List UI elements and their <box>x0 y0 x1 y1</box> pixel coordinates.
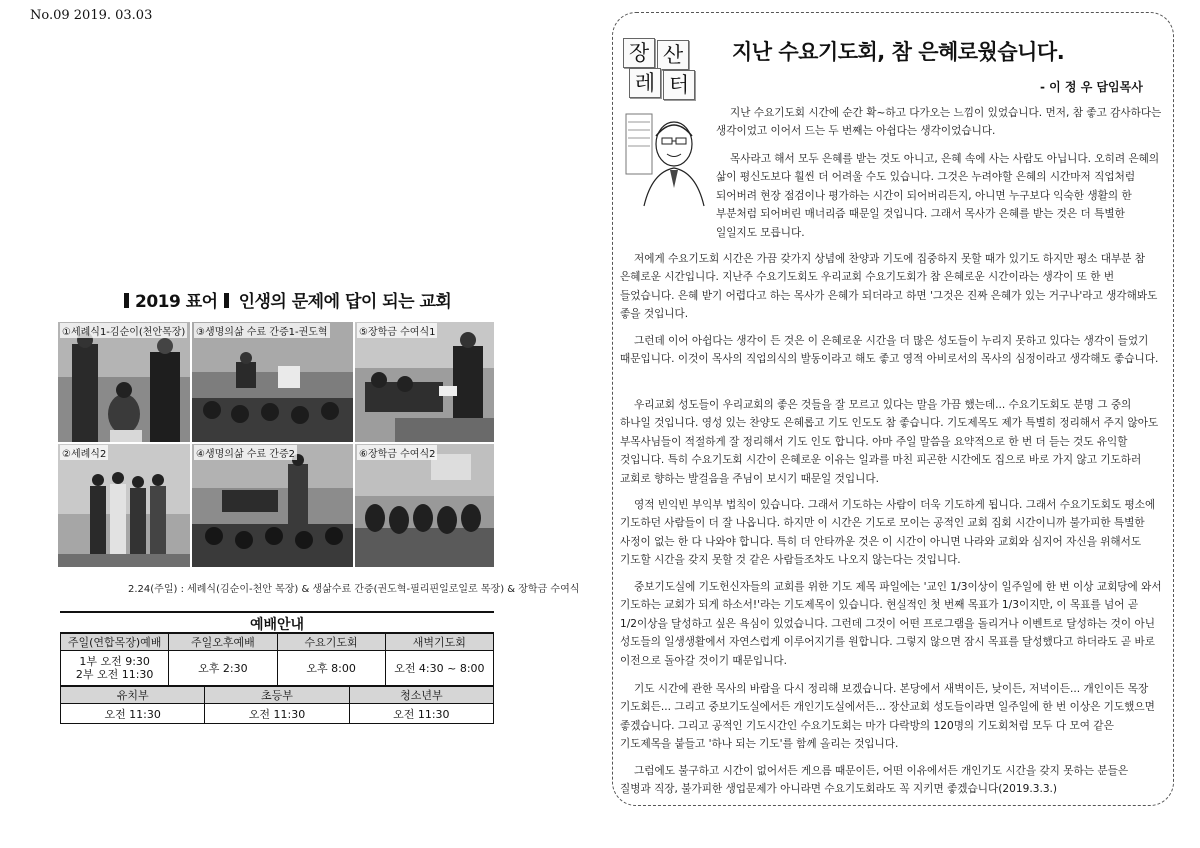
photo-baptism-1 <box>58 322 190 442</box>
motto-year: 2019 표어 <box>135 292 218 312</box>
logo-tile-4: 터 <box>663 70 695 100</box>
header-youth: 청소년부 <box>349 687 493 704</box>
photo-caption-5: ⑤장학금 수여식1 <box>357 323 437 338</box>
photo-caption-1: ①세례식1-김순이(천안목장) <box>60 323 187 338</box>
letter-paragraph-8: 기도 시간에 관한 목사의 바람을 다시 정리해 보겠습니다. 본당에서 새벽이든, 낮이든, 저녁이든... 개인이든 목장 기도회든... 그리고 중보기도실에서든 개인기도실에서든... 장산교회 성도들이라면 일주일에 한 번 이상은 기도했으면 좋겠습니다. 그리고 공적인 기도시간인 수요기도회는 마가 다락방의 120명의 기도회처럼 모두 다 모여 같은 기도제목을 붙들고 '하나 되는 기도'를 함께 올리는 것입니다. <box>620 683 1155 751</box>
worship-schedule <box>60 611 494 724</box>
letter-author: - 이 정 우 담임목사 <box>1040 80 1143 94</box>
sunday-service-times <box>61 651 169 686</box>
sunday-second-service: 2부 오전 11:30 <box>75 668 154 681</box>
header-sunday-service: 주일(연합목장)예배 <box>61 634 169 651</box>
photo-testimony-1 <box>192 322 353 442</box>
elementary-time: 오전 11:30 <box>205 704 349 724</box>
sunday-first-service: 1부 오전 9:30 <box>79 655 150 668</box>
issue-label: No.09 2019. 03.03 <box>30 8 153 23</box>
letter-paragraph-2: 목사라고 해서 모두 은혜를 받는 것도 아니고, 은혜 속에 사는 사람도 아닙니다. 오히려 은혜의 삶이 평신도보다 훨씬 더 어려울 수도 있습니다. 그것은 누려야할 은혜의 시간마저 직업처럼 되어버려 현장 점검이나 평가하는 시간이 되어버리든지, 아니면 누구보다 익숙한 생활의 한 부분처럼 되어버린 매너리즘 때문일 것입니다. 그래서 목사가 은혜를 받는 것은 더 특별한 일일지도 모릅니다. <box>716 153 1160 239</box>
photo-baptism-2 <box>58 444 190 567</box>
motto-bar-left <box>124 293 129 308</box>
logo-tile-2: 산 <box>657 40 689 70</box>
header-afternoon-service: 주일오후예배 <box>169 634 277 651</box>
header-wednesday-prayer: 수요기도회 <box>277 634 385 651</box>
logo-tile-1: 장 <box>623 38 655 68</box>
pastor-portrait-sketch <box>624 108 716 208</box>
afternoon-service-time: 오후 2:30 <box>169 651 277 686</box>
letter-paragraph-3: 저에게 수요기도회 시간은 가끔 갖가지 상념에 찬양과 기도에 집중하지 못할 때가 있기도 하지만 평소 대부분 참 은혜로운 시간입니다. 지난주 수요기도회도 우리교회 수요기도회가 참 은혜로운 시간이라는 생각이 또 한 번 들었습니다. 은혜 받기 어렵다고 하는 목사가 은혜가 되더라고 하면 '그것은 진짜 은혜가 있는 거구나'라고 생각해봐도 좋을 것입니다. <box>620 253 1158 321</box>
letter-paragraph-1: 지난 수요기도회 시간에 순간 확~하고 다가오는 느낌이 있었습니다. 먼저, 참 좋고 감사하다는 생각이었고 이어서 드는 두 번째는 아쉽다는 생각이었습니다. <box>716 107 1162 138</box>
letter-logo <box>621 38 701 98</box>
photos-description: 2.24(주일) : 세례식(김순이-천안 목장) & 생삶수료 간증(권도혁-필리핀일로일로 목장) & 장학금 수여식 <box>128 584 580 595</box>
photo-scholarship-1 <box>355 322 494 442</box>
youth-time: 오전 11:30 <box>349 704 493 724</box>
photo-caption-2: ②세례식2 <box>60 445 108 460</box>
motto-text: 인생의 문제에 답이 되는 교회 <box>238 292 452 312</box>
worship-title: 예배안내 <box>60 611 494 633</box>
department-table <box>60 686 494 724</box>
dawn-prayer-time: 오전 4:30 ~ 8:00 <box>385 651 493 686</box>
worship-table <box>60 633 494 686</box>
photo-caption-6: ⑥장학금 수여식2 <box>357 445 437 460</box>
letter-paragraph-4: 그런데 이어 아쉽다는 생각이 든 것은 이 은혜로운 시간을 더 많은 성도들이 누리지 못하고 있다는 생각이 들었기 때문입니다. 이것이 목사의 직업의식의 발동이라고 해도 좋고 영적 아비로서의 목사의 심정이라고 생각해도 좋습니다. <box>620 335 1159 366</box>
letter-title: 지난 수요기도회, 참 은혜로웠습니다. <box>732 40 1065 64</box>
letter-paragraph-5: 우리교회 성도들이 우리교회의 좋은 것들을 잘 모르고 있다는 말을 가끔 했는데... 수요기도회도 분명 그 중의 하나일 것입니다. 영성 있는 찬양도 은혜롭고 기도 인도도 참 좋습니다. 기도제목도 제가 특별히 정리해서 주지 않아도 부목사님들이 적절하게 잘 정리해서 기도 인도 합니다. 아마 주일 말씀을 요약적으로 한 번 더 듣는 것도 유익할 것입니다. 특히 수요기도회 시간이 은혜로운 이유는 일과를 마친 피곤한 시간에도 집으로 바로 가지 않고 기도하러 교회로 향하는 발걸음을 주님이 보시기 때문일 것입니다. <box>620 399 1159 485</box>
letter-paragraph-6: 영적 빈익빈 부익부 법칙이 있습니다. 그래서 기도하는 사람이 더욱 기도하게 됩니다. 그래서 수요기도회도 평소에 기도하던 사람들이 더 잘 나옵니다. 하지만 이 시간은 기도로 모이는 공적인 교회 집회 시간이니까 불가피한 특별한 사정이 없는 한 다 나와야 합니다. 특히 더 안타까운 것은 이 시간이 아니면 나라와 교회와 심지어 자신을 위해서도 기도할 시간을 갖지 못할 것 같은 사람들조차도 나오지 않는다는 것입니다. <box>620 499 1156 567</box>
letter-paragraph-9: 그럼에도 불구하고 시간이 없어서든 게으름 때문이든, 어떤 이유에서든 개인기도 시간을 갖지 못하는 분들은 질병과 직장, 불가피한 생업문제가 아니라면 수요기도회라도 꼭 지키면 좋겠습니다(2019.3.3.) <box>620 765 1129 796</box>
header-kindergarten: 유치부 <box>61 687 205 704</box>
header-dawn-prayer: 새벽기도회 <box>385 634 493 651</box>
photo-scholarship-2 <box>355 444 494 567</box>
logo-tile-3: 레 <box>629 68 661 98</box>
photo-testimony-2 <box>192 444 353 567</box>
motto-heading <box>118 287 451 312</box>
motto-bar-right <box>224 293 229 308</box>
kindergarten-time: 오전 11:30 <box>61 704 205 724</box>
wednesday-prayer-time: 오후 8:00 <box>277 651 385 686</box>
letter-paragraph-7: 중보기도실에 기도헌신자들의 교회를 위한 기도 제목 파일에는 '교인 1/3이상이 일주일에 한 번 이상 교회당에 와서 기도하는 교회가 되게 하소서!'라는 기도제목이 있습니다. 현실적인 첫 번째 목표가 1/3이지만, 이 목표를 넘어 곧 1/2이상을 달성하고 싶은 욕심이 있었습니다. 그런데 그것이 어떤 프로그램을 돌리거나 이벤트로 달성하는 것이 아닌 성도들의 일생생활에서 자연스럽게 이루어지기를 원합니다. 그렇지 않으면 잠시 목표를 달성했다고 하더라도 곧 바로 이전으로 돌아갈 것이기 때문입니다. <box>620 581 1162 667</box>
photo-caption-3: ③생명의삶 수료 간증1-권도혁 <box>194 323 330 338</box>
header-elementary: 초등부 <box>205 687 349 704</box>
photo-caption-4: ④생명의삶 수료 간증2 <box>194 445 297 460</box>
